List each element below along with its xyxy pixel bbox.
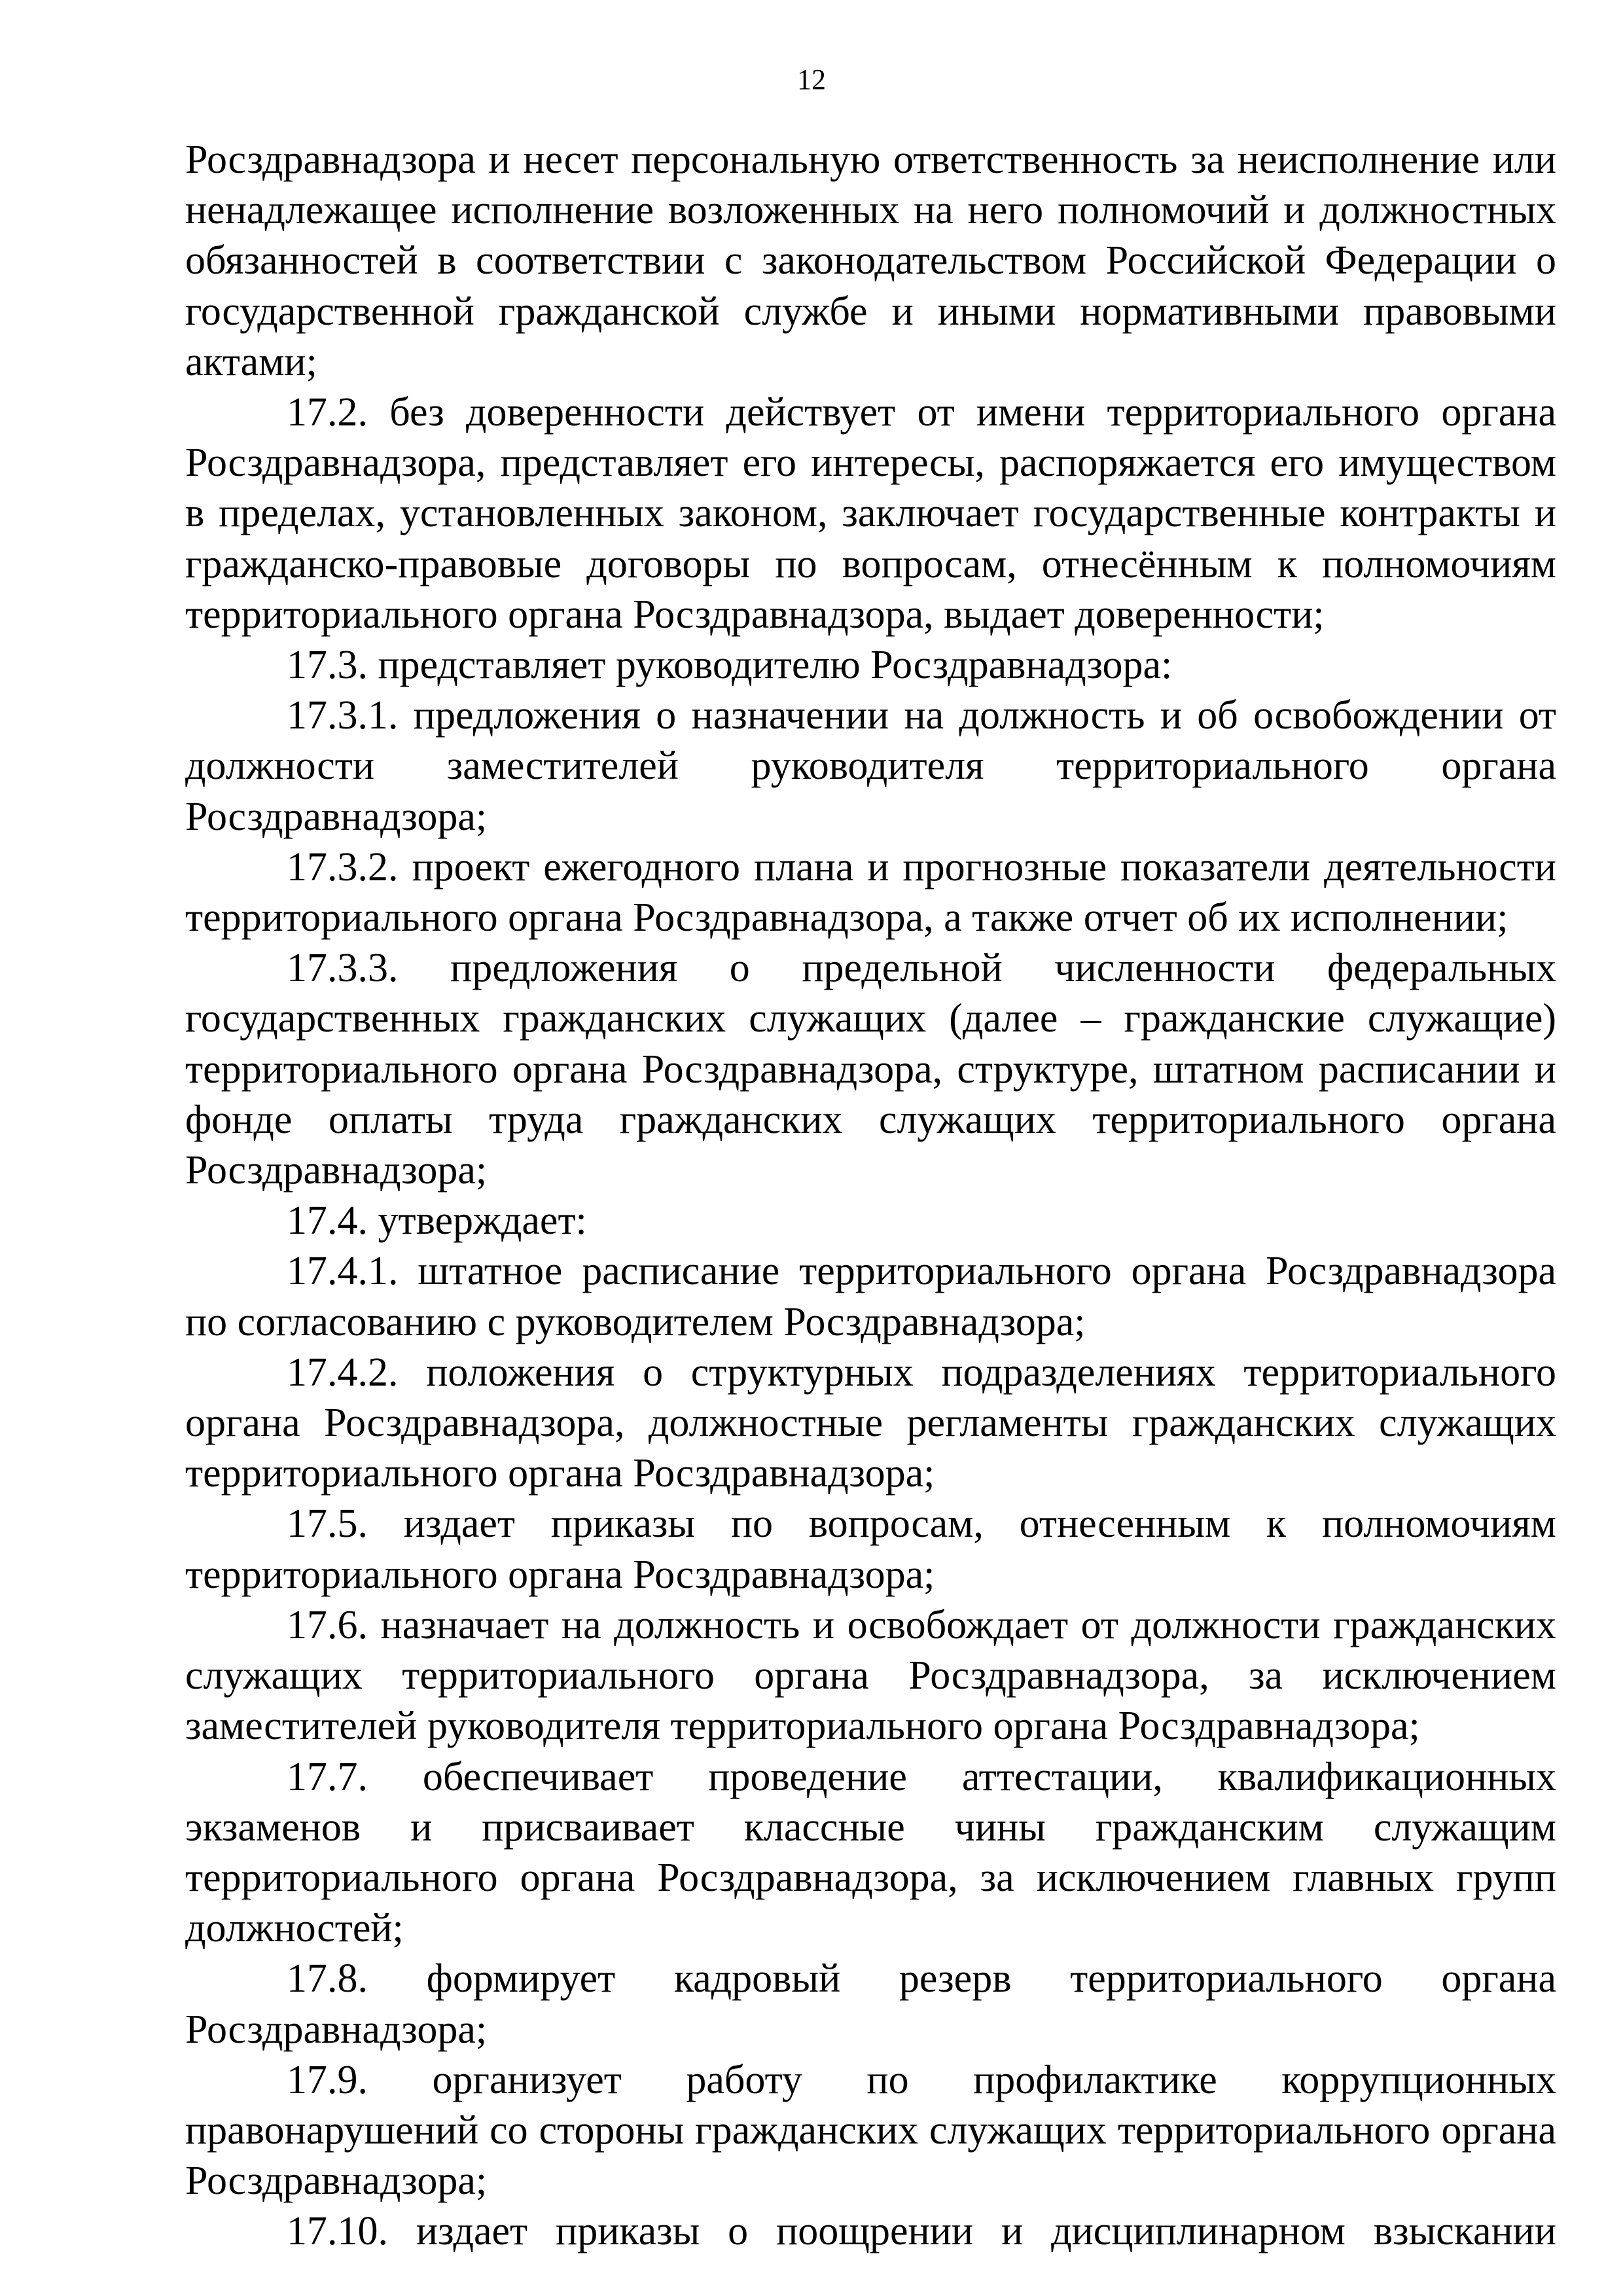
paragraph-17-3-1: 17.3.1. предложения о назначении на должность и об освобождении от должности заместителей руководителя территориального органа Росздравнадзора;: [185, 693, 1556, 839]
paragraph-17-3-2: 17.3.2. проект ежегодного плана и прогнозные показатели деятельности территориального органа Росздравнадзора, а также отчет об их исполнении;: [185, 844, 1556, 941]
paragraph-17-10: 17.10. издает приказы о поощрении и дисциплинарном взыскании: [287, 2209, 1556, 2254]
paragraph-17-5: 17.5. издает приказы по вопросам, отнесенным к полномочиям территориального органа Росздравнадзора;: [185, 1501, 1556, 1597]
paragraph-17-9: 17.9. организует работу по профилактике коррупционных правонарушений со стороны гражданских служащих территориального органа Росздравнадзора;: [185, 2057, 1556, 2204]
paragraph-17-6: 17.6. назначает на должность и освобождает от должности гражданских служащих территориального органа Росздравнадзора, за исключением заместителей руководителя территориального органа Росздравнадзора;: [185, 1602, 1556, 1749]
page-number: 12: [797, 63, 826, 96]
document-body: [185, 135, 1556, 2257]
paragraph-17-8: 17.8. формирует кадровый резерв территориального органа Росздравнадзора;: [185, 1956, 1556, 2052]
paragraph-continuation: Росздравнадзора и несет персональную ответственность за неисполнение или ненадлежащее исполнение возложенных на него полномочий и должностных обязанностей в соответствии с законодательством Российской Федерации о государственной гражданской службе и иными нормативными правовыми актами;: [185, 137, 1556, 384]
paragraph-17-3: 17.3. представляет руководителю Росздравнадзора:: [287, 643, 1173, 688]
paragraph-17-4-1: 17.4.1. штатное расписание территориального органа Росздравнадзора по согласованию с руководителем Росздравнадзора;: [185, 1249, 1556, 1344]
paragraph-17-4-2: 17.4.2. положения о структурных подразделениях территориального органа Росздравнадзора, должностные регламенты гражданских служащих территориального органа Росздравнадзора;: [185, 1350, 1556, 1496]
paragraph-17-4: 17.4. утверждает:: [287, 1198, 587, 1244]
paragraph-17-2: 17.2. без доверенности действует от имени территориального органа Росздравнадзора, представляет его интересы, распоряжается его имуществом в пределах, установленных законом, заключает государственные контракты и гражданско-правовые договоры по вопросам, отнесённым к полномочиям территориального органа Росздравнадзора, выдает доверенности;: [185, 390, 1556, 637]
paragraph-17-7: 17.7. обеспечивает проведение аттестации, квалификационных экзаменов и присваивает классные чины гражданским служащим территориального органа Росздравнадзора, за исключением главных групп должностей;: [185, 1754, 1556, 1951]
paragraph-17-3-3: 17.3.3. предложения о предельной численности федеральных государственных гражданских служащих (далее – гражданские служащие) территориального органа Росздравнадзора, структуре, штатном расписании и фонде оплаты труда гражданских служащих территориального органа Росздравнадзора;: [185, 946, 1556, 1193]
